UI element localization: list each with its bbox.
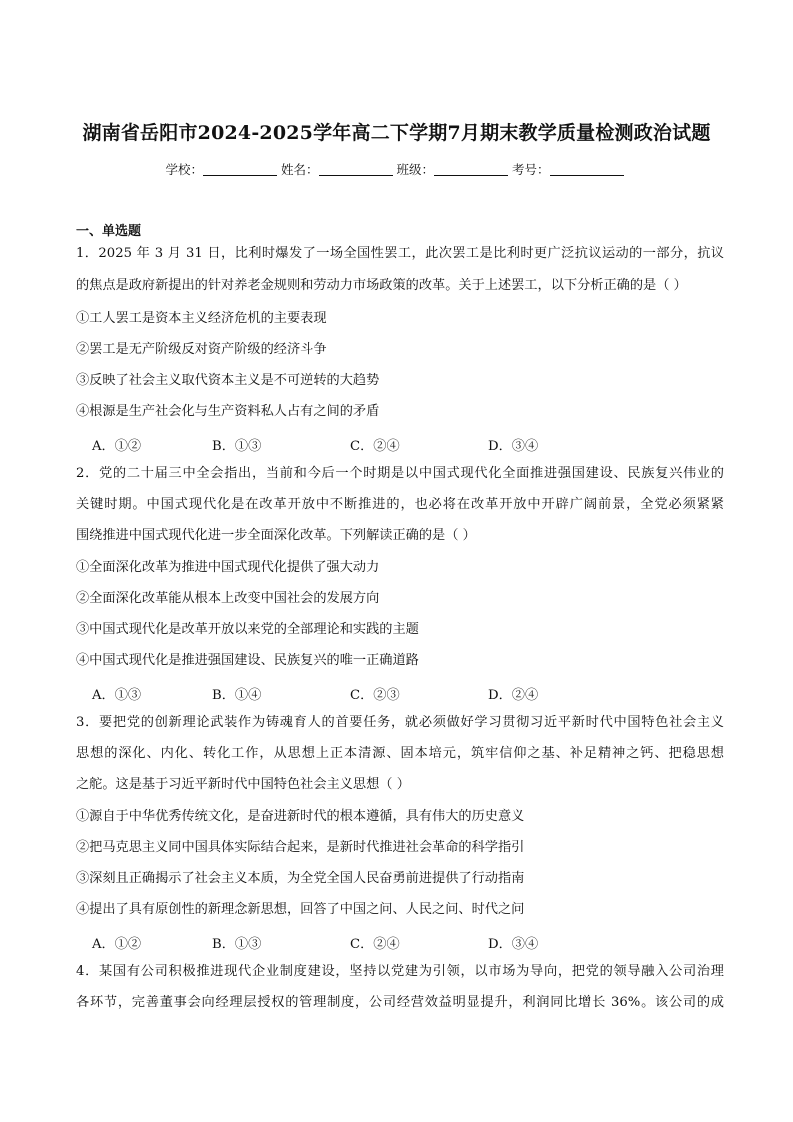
class-label: 班级： [396,162,435,177]
option-c[interactable]: C．②④ [350,937,400,952]
question-2-stem-line: 关键时期。中国式现代化是在改革开放中不断推进的，也必将在改革开放中开辟广阔前景，全党必须紧紧 [76,497,724,512]
question-2-stem-line: 2．党的二十届三中全会指出，当前和今后一个时期是以中国式现代化全面推进强国建设、民族复兴伟业的 [76,466,724,481]
question-1-item: ③反映了社会主义取代资本主义是不可逆转的大趋势 [76,373,380,388]
option-d[interactable]: D．②④ [488,688,539,703]
question-2-item: ④中国式现代化是推进强国建设、民族复兴的唯一正确道路 [76,653,419,668]
number-blank[interactable] [550,163,624,176]
option-b[interactable]: B．①④ [212,688,262,703]
question-1-stem-line: 的焦点是政府新提出的针对养老金规则和劳动力市场政策的改革。关于上述罢工，以下分析正确的是（ ） [76,278,687,293]
school-label: 学校： [165,162,203,177]
section-heading: 一、单选题 [76,224,142,239]
question-3-options [92,933,612,952]
option-b[interactable]: B．①③ [212,439,262,454]
school-blank[interactable] [203,163,277,176]
question-4-stem-line: 4．某国有公司积极推进现代企业制度建设，坚持以党建为引领，以市场为导向，把党的领导融入公司治理 [76,964,724,979]
option-a[interactable]: A．①② [92,937,142,952]
number-label: 考号： [512,162,550,177]
question-1-item: ②罢工是无产阶级反对资产阶级的经济斗争 [76,342,327,357]
option-c[interactable]: C．②③ [350,688,400,703]
question-2-item: ①全面深化改革为推进中国式现代化提供了强大动力 [76,560,380,575]
question-1-stem-line: 1．2025 年 3 月 31 日，比利时爆发了一场全国性罢工，此次罢工是比利时更广泛抗议运动的一部分，抗议 [76,246,724,261]
question-3-item: ④提出了具有原创性的新理念新思想，回答了中国之问、人民之问、时代之问 [76,902,525,917]
question-3-stem-line: 思想的深化、内化、转化工作，从思想上正本清源、固本培元，筑牢信仰之基、补足精神之钙、把稳思想 [76,746,724,761]
option-a[interactable]: A．①② [92,439,142,454]
question-2-options [92,684,612,703]
question-3-item: ①源自于中华优秀传统文化，是奋进新时代的根本遵循，具有伟大的历史意义 [76,809,525,824]
question-3-item: ②把马克思主义同中国具体实际结合起来，是新时代推进社会革命的科学指引 [76,840,525,855]
option-a[interactable]: A．①③ [92,688,142,703]
question-2-item: ②全面深化改革能从根本上改变中国社会的发展方向 [76,591,380,606]
option-c[interactable]: C．②④ [350,439,400,454]
option-d[interactable]: D．③④ [488,439,539,454]
question-3-stem-line: 3．要把党的创新理论武装作为铸魂育人的首要任务，就必须做好学习贯彻习近平新时代中国特色社会主义 [76,715,724,730]
name-label: 姓名： [280,162,319,177]
option-b[interactable]: B．①③ [212,937,262,952]
student-info-line [0,160,793,178]
class-blank[interactable] [434,163,508,176]
question-1-options [92,435,612,454]
question-2-item: ③中国式现代化是改革开放以来党的全部理论和实践的主题 [76,622,419,637]
question-3-stem-line: 之舵。这是基于习近平新时代中国特色社会主义思想（ ） [76,777,410,792]
option-d[interactable]: D．③④ [488,937,539,952]
page-title: 湖南省岳阳市2024-2025学年高二下学期7月期末教学质量检测政治试题 [82,122,711,144]
question-1-item: ④根源是生产社会化与生产资料私人占有之间的矛盾 [76,404,380,419]
question-2-stem-line: 围绕推进中国式现代化进一步全面深化改革。下列解读正确的是（ ） [76,528,476,543]
question-1-item: ①工人罢工是资本主义经济危机的主要表现 [76,311,327,326]
question-4-stem-line: 各环节，完善董事会向经理层授权的管理制度，公司经营效益明显提升，利润同比增长 36%。该公司的成 [76,995,724,1010]
question-3-item: ③深刻且正确揭示了社会主义本质，为全党全国人民奋勇前进提供了行动指南 [76,871,525,886]
name-blank[interactable] [319,163,393,176]
